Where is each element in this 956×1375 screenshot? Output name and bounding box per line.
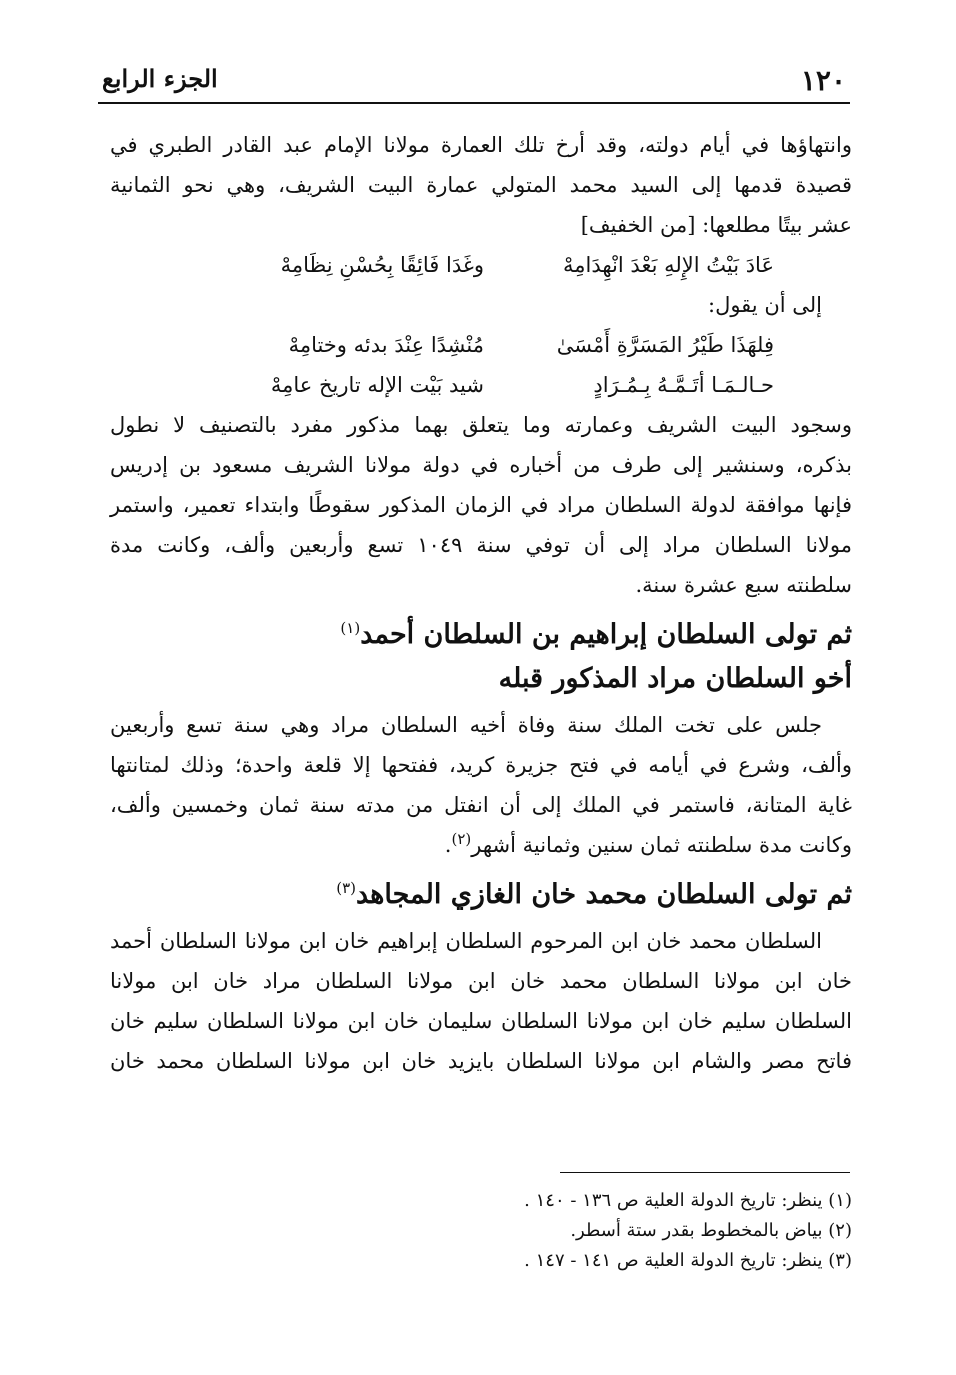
page-number: ١٢٠ (800, 64, 846, 97)
text-line: السلطان محمد خان ابن المرحوم السلطان إبراهيم خان ابن مولانا السلطان أحمد (110, 929, 822, 953)
text-line: فإنها موافقة لدولة السلطان مراد في الزمان المذكور سقوطًا وابتداء تعمير، واستمر (110, 493, 852, 517)
verse-first-hemistich: حـالـمَـا أتَـمَّـهُ بِـمُـرَادٍ (593, 373, 774, 397)
text-line: قصيدة قدمها إلى السيد محمد المتولي عمارة البيت الشريف، وهي نحو الثمانية (110, 173, 852, 197)
footnote: (٢) بياض بالمخطوط بقدر ستة أسطر. (570, 1220, 852, 1241)
running-title: الجزء الرابع (102, 64, 218, 93)
paragraph-ibrahim (110, 705, 852, 865)
footnote-mark: (١) (340, 619, 361, 637)
footnote-mark: (٢) (451, 830, 472, 848)
poem-verse (214, 325, 852, 365)
footnote-mark: (٣) (336, 879, 356, 897)
poem-verse (214, 365, 852, 405)
verse-first-hemistich: فِلهَذَا طَيْرُ المَسَرَّةِ أَمْسَىٰ (556, 333, 774, 357)
heading-line: ثم تولى السلطان محمد خان الغازي المجاهد$^{(٣)}$ (336, 879, 852, 910)
text-line: غاية المتانة، فاستمر في الملك إلى أن انفتل من مدته سنة ثمان وخمسين وألف، (110, 793, 852, 817)
verse-transition: إلى أن يقول: (708, 293, 822, 317)
text-line: خان ابن مولانا السلطان محمد خان ابن مولانا السلطان مراد خان ابن مولانا (110, 969, 852, 993)
heading-line: ثم تولى السلطان إبراهيم بن السلطان أحمد$^{(١)}$ (340, 619, 852, 650)
footnote-separator (560, 1172, 850, 1173)
text-line: جلس على تخت الملك سنة وفاة أخيه السلطان مراد وهي سنة تسع وأربعين (110, 713, 822, 737)
text-line: سلطنته سبع عشرة سنة. (635, 573, 852, 597)
footnotes (300, 1186, 852, 1276)
text-line: بذكره، وسنشير إلى طرف من أخباره في دولة مولانا الشريف مسعود بن إدريس (110, 453, 852, 477)
section-heading-mehmed (110, 873, 852, 917)
paragraph-mehmed (110, 921, 852, 1081)
text-line: مولانا السلطان مراد إلى أن توفي سنة ١٠٤٩ تسع وأربعين وألف، وكانت مدة (110, 533, 853, 557)
poem-verse (214, 245, 852, 285)
paragraph-after-poem (110, 405, 852, 605)
main-text (110, 125, 852, 1081)
text-line: وألف، وشرع في أيامه في فتح جزيرة كريد، ففتحها إلا قلعة واحدة؛ وذلك لمتانتها (110, 753, 852, 777)
running-header (98, 62, 850, 104)
text-line: فاتح مصر والشام ابن مولانا السلطان بايزيد خان ابن مولانا السلطان محمد خان (110, 1049, 852, 1073)
verse-first-hemistich: عَادَ بَيْتُ الإِلهِ بَعْدَ انْهِدَامِهْ (563, 253, 774, 277)
paragraph-intro (110, 125, 852, 245)
heading-line: أخو السلطان مراد المذكور قبله (498, 663, 852, 694)
text-line: عشر بيتًا مطلعها: [من الخفيف] (580, 213, 852, 237)
section-heading-ibrahim (110, 613, 852, 701)
text-line: وانتهاؤها في أيام دولته، وقد أرخ تلك العمارة مولانا الإمام عبد القادر الطبري في (110, 133, 852, 157)
text-line: وسجود البيت الشريف وعمارته وما يتعلق بهما مذكور مفرد بالتصنيف لا نطول (110, 413, 852, 437)
verse-second-hemistich: وغَدَا فَائِقًا بِحُسْنِ نِظَامِهْ (280, 253, 484, 277)
footnote: (٣) ينظر: تاريخ الدولة العلية ص ١٤١ - ١٤٧ . (524, 1250, 852, 1271)
verse-second-hemistich: شيد بَيْت الإله تاريخ عامِهْ (270, 373, 484, 397)
verse-second-hemistich: مُنْشِدًا عِنْدَ بدئه وختامِهْ (288, 333, 484, 357)
footnote: (١) ينظر: تاريخ الدولة العلية ص ١٣٦ - ١٤٠ . (524, 1190, 852, 1211)
text-line: السلطان سليم خان ابن مولانا السلطان سليمان خان ابن مولانا السلطان سليم خان (110, 1009, 852, 1033)
text-line: وكانت مدة سلطنته ثمان سنين وثمانية أشهر$^{(٢)}$. (444, 830, 852, 857)
